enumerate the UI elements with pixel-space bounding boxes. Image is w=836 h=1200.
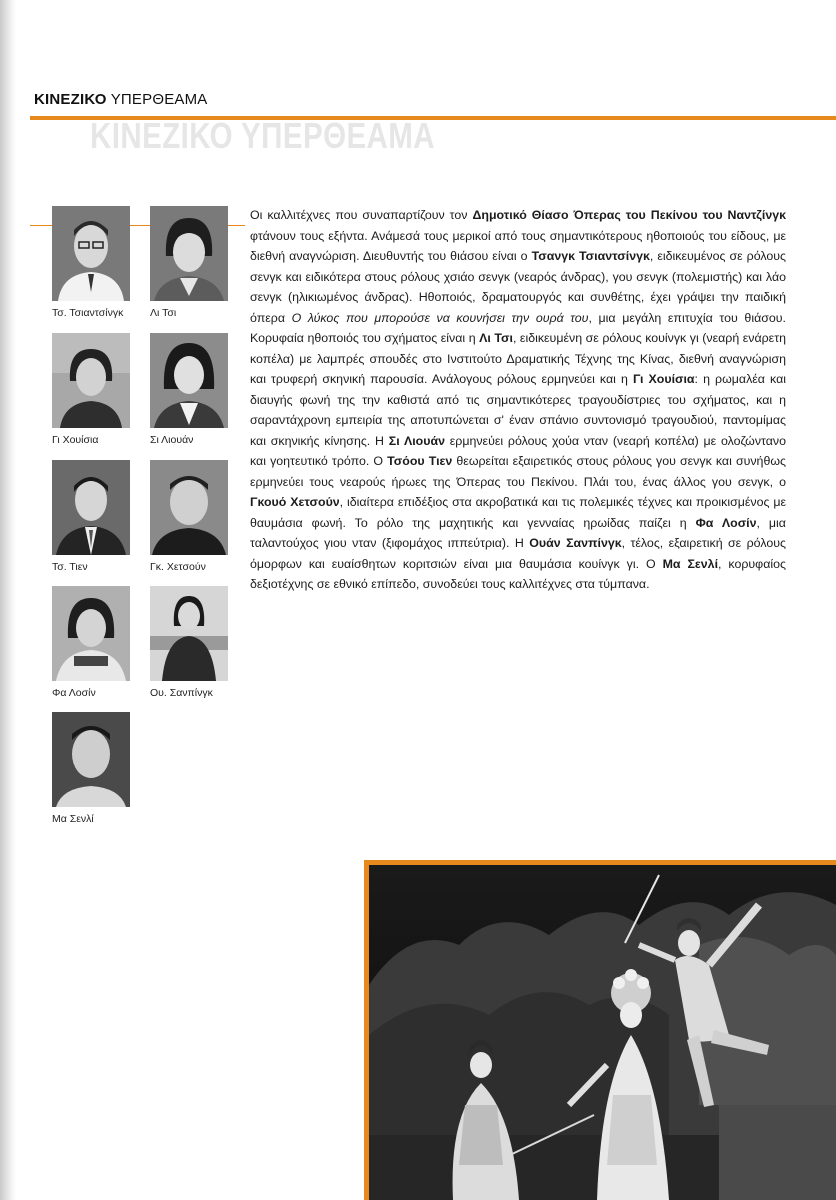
portrait-photo	[52, 460, 130, 555]
bio-text-run: , ιδιαίτερα επιδέξιος στα ακροβατικά και τις πολεμικές τέχνες και προικισμένος με θαυμάσια φωνή. Το ρόλο της μαχητικής και γενναίας ηρωίδας παίζει η	[250, 495, 786, 530]
portrait-caption: Τσ. Τιεν	[52, 561, 88, 573]
bio-bold-name: Σι Λιουάν	[388, 433, 445, 448]
page-gutter-shadow	[0, 0, 16, 1200]
portrait-item	[52, 333, 130, 446]
portrait-item	[52, 586, 130, 699]
portrait-item	[150, 460, 228, 573]
bio-bold-name: Τσανγκ Τσιαντσίνγκ	[531, 249, 650, 263]
portrait-photo	[52, 206, 130, 301]
bio-text-run: , ειδικευμένος σε ρόλους σενγκ και ειδικότερα στους ρόλους χσιάο σενγκ (νεαρός άνδρας), γου σενγκ (πολεμιστής) και λάο σενγκ (ηλικιωμένος άνδρας). Ηθοποιός, δραματουργός και συνθέτης, έχει γράψει την παιδική όπερα	[250, 249, 786, 325]
portrait-caption: Φα Λοσίν	[52, 687, 96, 699]
bio-bold-name: Τσόου Τιεν	[387, 454, 453, 468]
section-title	[34, 91, 208, 108]
bio-text-run: ερμηνεύει ρόλους χούα νταν (νεαρή κοπέλα) με ολοζώντανο και γοητευτικό τρόπο. Ο	[250, 433, 786, 468]
portrait-caption: Λι Τσι	[150, 307, 177, 319]
portrait-caption: Γκ. Χετσούν	[150, 561, 206, 573]
portrait-caption: Σι Λιουάν	[150, 434, 194, 446]
bio-text-run: , κορυφαίος δεξιοτέχνης σε εθνικό επίπεδο, συνοδεύει τους καλλιτέχνες στα τύμπανα.	[250, 556, 786, 591]
bio-bold-name: Δημοτικό Θίασο Όπερας του Πεκίνου του Ναντζίνγκ	[472, 208, 787, 222]
bio-bold-name: Λι Τσι	[479, 331, 513, 345]
portrait-caption: Γι Χουίσια	[52, 434, 99, 446]
portrait-caption: Ου. Σανπίνγκ	[150, 687, 213, 699]
bio-text-run: : η ρωμαλέα και διαυγής φωνή της την καθιστά από τις σημαντικότερες τραγουδίστριες του σχήματος, και η σαραντάχρονη εμπειρία της αποτυπώνεται σ' έναν σπάνιο συντονισμό τραγουδιού, παντομίμας και σκηνικής κίνησης. Η	[250, 372, 786, 448]
bio-text-run: , τέλος, εξαιρετική σε ρόλους όμορφων και ευαίσθητων κοριτσιών είναι μια θαυμάσια κουίνγκ γι. Ο	[250, 536, 786, 571]
bio-bold-name: Ουάν Σανπίνγκ	[529, 536, 622, 550]
bio-text-run: Οι καλλιτέχνες που συναπαρτίζουν τον	[250, 208, 473, 222]
portrait-photo	[150, 333, 228, 428]
bio-bold-name: Μα Σενλί	[662, 556, 719, 571]
photo-accent-top	[364, 860, 836, 865]
bio-italic-title: Ο λύκος που μπορούσε να κουνήσει την ουρά του	[291, 310, 589, 325]
stage-scene-image	[369, 865, 836, 1200]
portrait-photo	[52, 586, 130, 681]
performers-biography	[250, 205, 786, 595]
portrait-photo	[150, 460, 228, 555]
portrait-photo	[52, 712, 130, 807]
bio-text-run: , ειδικευμένη σε ρόλους κουίνγκ γι (νεαρή ενάρετη κοπέλα) με λαμπρές σπουδές στο Ινστιτούτο Δραματικής Τέχνης της Κίνας, διεθνή αναγνώριση και τρυφερή σκηνική παρουσία. Ανάλογους ρόλους ερμηνεύει και η	[250, 331, 786, 386]
portrait-item	[150, 206, 228, 319]
portrait-item	[52, 712, 130, 825]
opera-stage-photo	[364, 860, 836, 1200]
portrait-caption: Μα Σενλί	[52, 813, 94, 825]
portrait-item	[52, 460, 130, 573]
bio-text-run: θεωρείται εξαιρετικός στους ρόλους γου σενγκ και συνήθως ερμηνεύει τους νεαρούς ήρωες της Όπερας του Πεκίνου. Πλάι του, ένας άλλος γου σενγκ, ο	[250, 454, 786, 489]
bio-bold-name: Γκουό Χετσούν	[250, 495, 340, 509]
portrait-caption: Τσ. Τσιαντσίνγκ	[52, 307, 124, 319]
portrait-item	[150, 333, 228, 446]
portrait-photo	[150, 586, 228, 681]
portrait-photo	[52, 333, 130, 428]
bio-text-run: φτάνουν τους εξήντα. Ανάμεσά τους μερικοί από τους σημαντικότερους ηθοποιούς του είδους, με διεθνή αναγνώριση. Διευθυντής του θιάσου είναι ο	[250, 228, 786, 263]
section-title-rest: ΥΠΕΡΘΕΑΜΑ	[106, 91, 208, 108]
bio-bold-name: Γι Χουίσια	[632, 372, 695, 386]
ghost-title: ΚΙΝΕΖΙΚΟ ΥΠΕΡΘΕΑΜΑ	[90, 115, 436, 156]
portrait-item	[52, 206, 130, 319]
bio-text-run: , μια ταλαντούχος γιου νταν (ξιφομάχος ιππεύτρια). Η	[250, 515, 786, 550]
portrait-photo	[150, 206, 228, 301]
bio-bold-name: Φα Λοσίν	[695, 515, 757, 530]
section-title-bold: ΚΙΝΕΖΙΚΟ	[34, 91, 107, 108]
portrait-item	[150, 586, 228, 699]
bio-text-run: , μια μεγάλη επιτυχία του θιάσου. Κορυφαία ηθοποιός του σχήματος είναι η	[250, 310, 786, 345]
photo-accent-left	[364, 860, 369, 1200]
